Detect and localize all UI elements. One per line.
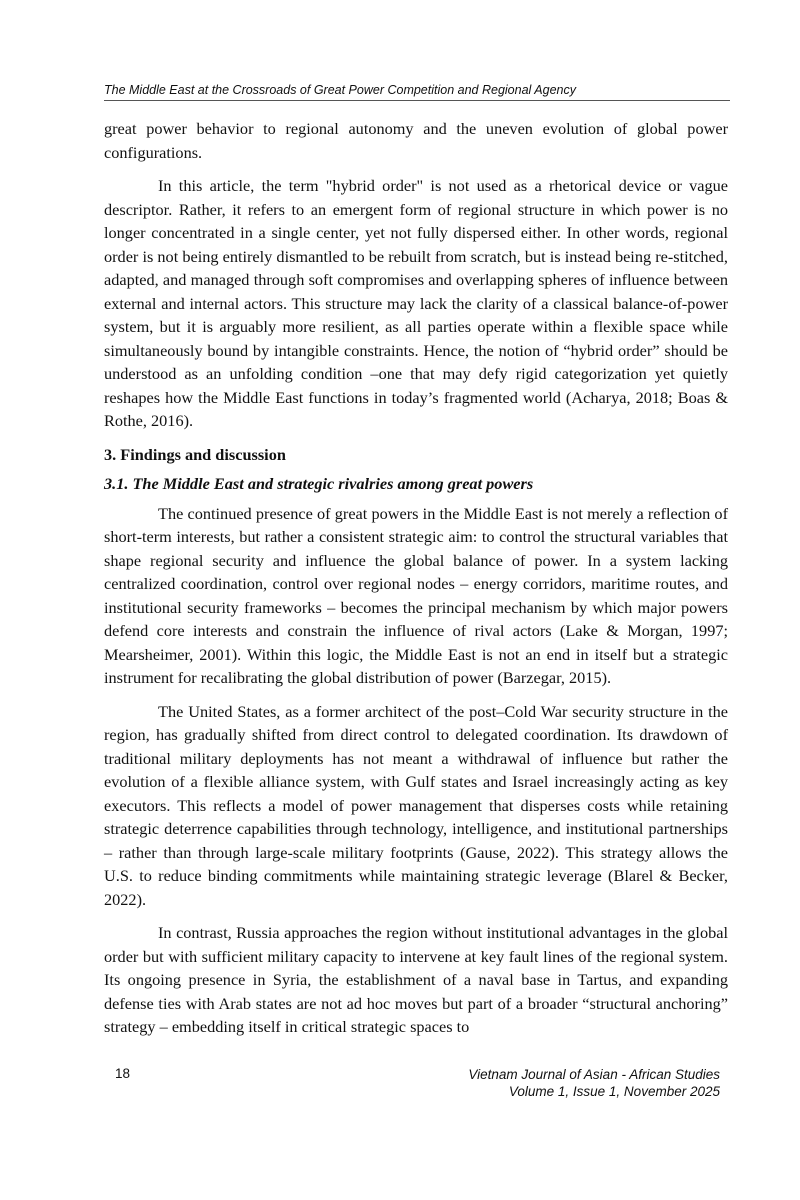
subsection-heading: 3.1. The Middle East and strategic rivalries among great powers bbox=[104, 474, 534, 493]
journal-name: Vietnam Journal of Asian - African Studies bbox=[468, 1067, 720, 1082]
page-number: 18 bbox=[115, 1066, 131, 1081]
section-heading: 3. Findings and discussion bbox=[104, 444, 286, 464]
journal-info bbox=[468, 1066, 720, 1100]
running-title: The Middle East at the Crossroads of Great Power Competition and Regional Agency bbox=[104, 83, 577, 97]
paragraph-great-powers: The continued presence of great powers in the Middle East is not merely a reflection of short-term interests, but rather a consistent strategic aim: to control the structural variables that shape regional security and influence the global balance of power. In a system lacking centralized coordination, control over regional nodes – energy corridors, maritime routes, and institutional security frameworks – becomes the principal mechanism by which major powers defend core interests and constrain the influence of rival actors (Lake & Morgan, 1997; Mearsheimer, 2001). Within this logic, the Middle East is not an end in itself but a strategic instrument for recalibrating the global distribution of power (Barzegar, 2015). bbox=[104, 503, 728, 687]
journal-volume: Volume 1, Issue 1, November 2025 bbox=[508, 1084, 720, 1099]
paragraph-hybrid-order: In this article, the term "hybrid order" is not used as a rhetorical device or vague descriptor. Rather, it refers to an emergent form of regional structure in which power is no longer concentrated in a single center, yet not fully dispersed either. In other words, regional order is not being entirely dismantled to be rebuilt from scratch, but is instead being re-stitched, adapted, and managed through soft compromises and overlapping spheres of influence between external and internal actors. This structure may lack the clarity of a classical balance-of-power system, but it is arguably more resilient, as all parties operate within a flexible space while simultaneously bound by intangible constraints. Hence, the notion of “hybrid order” should be understood as an unfolding condition –one that may defy rigid categorization yet quietly reshapes how the Middle East functions in today’s fragmented world (Acharya, 2018; Boas & Rothe, 2016). bbox=[104, 176, 728, 430]
article-body bbox=[104, 117, 728, 1049]
paragraph-russia: In contrast, Russia approaches the region without institutional advantages in the global order but with sufficient military capacity to intervene at key fault lines of the regional system. Its ongoing presence in Syria, the establishment of a naval base in Tartus, and expanding defense ties with Arab states are not ad hoc moves but part of a broader “structural anchoring” strategy – embedding itself in critical strategic spaces to bbox=[104, 923, 728, 1036]
paragraph-united-states: The United States, as a former architect of the post–Cold War security structure in the region, has gradually shifted from direct control to delegated coordination. Its drawdown of traditional military deployments has not meant a withdrawal of influence but rather the evolution of a flexible alliance system, with Gulf states and Israel increasingly acting as key executors. This reflects a model of power management that disperses costs while retaining strategic deterrence capabilities through technology, intelligence, and institutional partnerships – rather than through large-scale military footprints (Gause, 2022). This strategy allows the U.S. to reduce binding commitments while maintaining strategic leverage (Blarel & Becker, 2022). bbox=[104, 701, 728, 909]
paragraph-continued: great power behavior to regional autonomy and the uneven evolution of global power configurations. bbox=[104, 119, 728, 162]
running-header bbox=[104, 82, 730, 101]
